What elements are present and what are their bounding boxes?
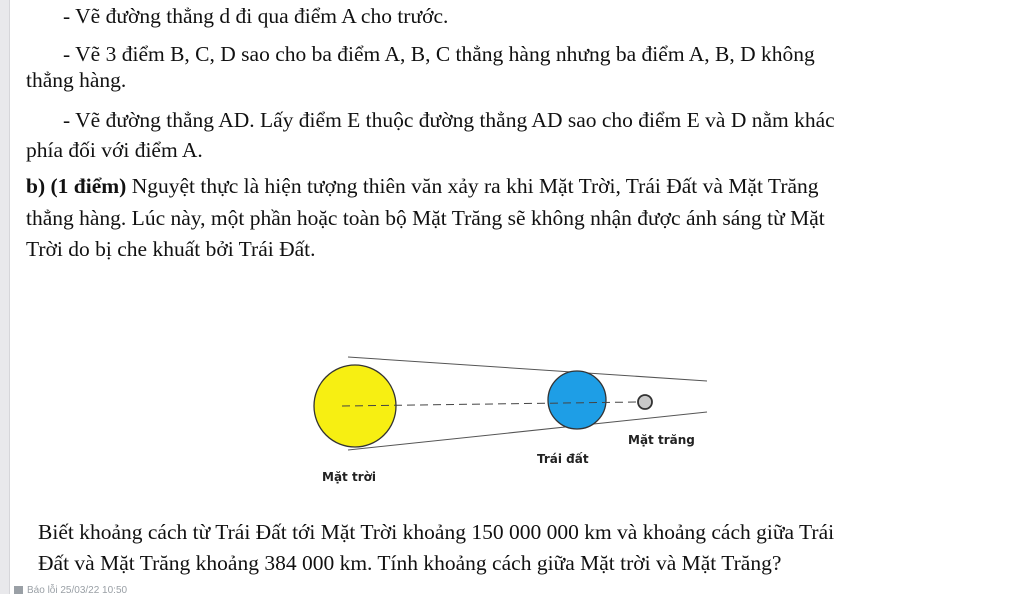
text-line-9: Biết khoảng cách từ Trái Đất tới Mặt Trời khoảng 150 000 000 km và khoảng cách giữa Trái: [38, 520, 835, 544]
text-line-2: - Vẽ 3 điểm B, C, D sao cho ba điểm A, B, C thẳng hàng nhưng ba điểm A, B, D không: [63, 42, 815, 66]
text-line-8: Trời do bị che khuất bởi Trái Đất.: [26, 237, 316, 261]
moon-circle: [638, 395, 652, 409]
footer-text: Báo lỗi 25/03/22 10:50: [27, 584, 128, 596]
left-edge-bar: [0, 0, 10, 594]
text-line-5: phía đối với điểm A.: [26, 138, 203, 162]
text-line-1: - Vẽ đường thẳng d đi qua điểm A cho trước.: [63, 4, 449, 28]
moon-label: Mặt trăng: [628, 433, 695, 447]
upper-light-line: [348, 357, 707, 381]
sun-circle: [314, 365, 396, 447]
earth-circle: [548, 371, 606, 429]
text-line-4: - Vẽ đường thẳng AD. Lấy điểm E thuộc đường thẳng AD sao cho điểm E và D nằm khác: [63, 108, 835, 132]
text-line-6: [26, 173, 819, 199]
eclipse-diagram: [290, 340, 720, 490]
flag-icon: [14, 586, 23, 594]
text-line-3: thẳng hàng.: [26, 68, 127, 92]
part-b-label: b) (1 điểm): [26, 174, 127, 198]
report-error-footer[interactable]: [14, 584, 127, 596]
text-line-6-rest: Nguyệt thực là hiện tượng thiên văn xảy ra khi Mặt Trời, Trái Đất và Mặt Trăng: [126, 174, 819, 198]
sun-label: Mặt trời: [322, 470, 376, 484]
earth-label: Trái đất: [537, 452, 589, 466]
text-line-10: Đất và Mặt Trăng khoảng 384 000 km. Tính khoảng cách giữa Mặt trời và Mặt Trăng?: [38, 551, 782, 575]
text-line-7: thẳng hàng. Lúc này, một phần hoặc toàn bộ Mặt Trăng sẽ không nhận được ánh sáng từ Mặt: [26, 206, 825, 230]
